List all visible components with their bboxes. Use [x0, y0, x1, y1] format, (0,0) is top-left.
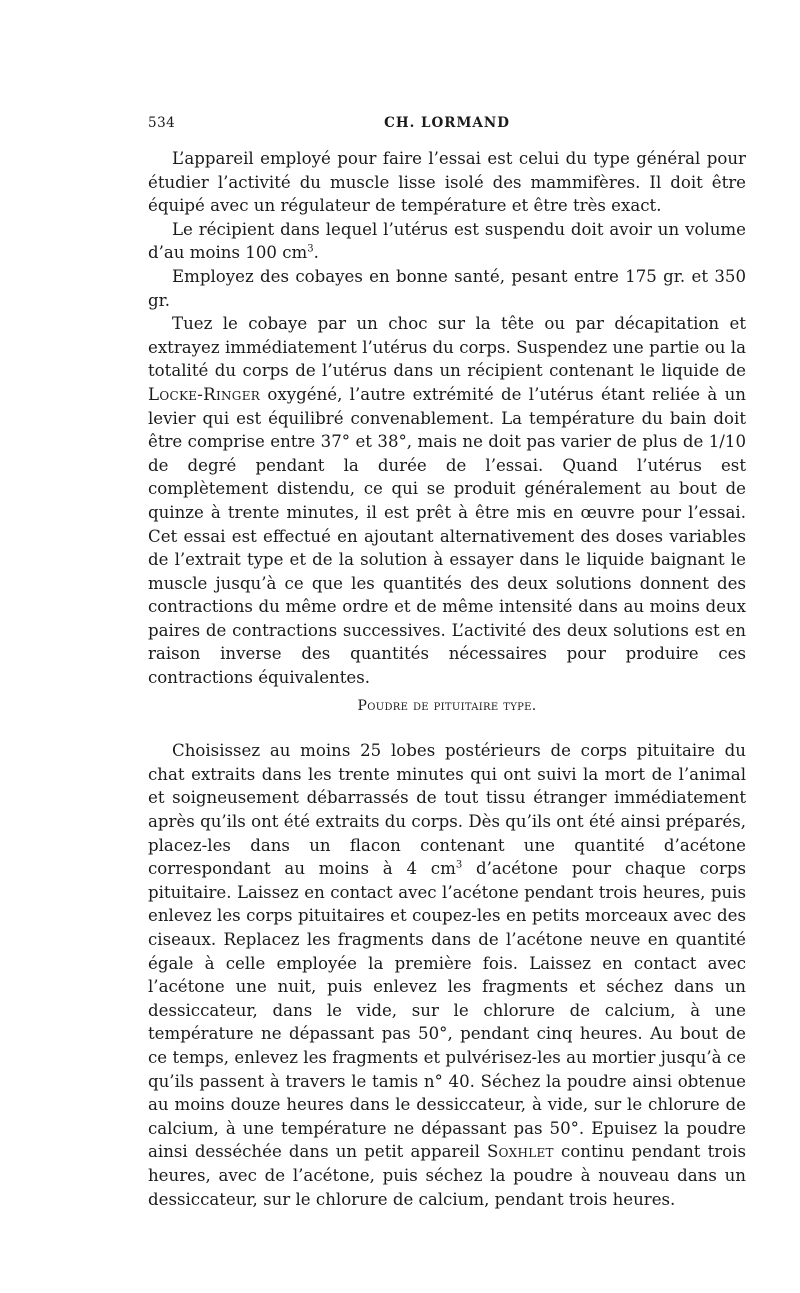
paragraph-apparatus — [148, 147, 746, 218]
paragraph-powder-text-middle: d’acétone pour chaque corps pituitaire. Laissez en contact avec l’acétone pendant trois heures, puis enlevez les corps pituitaires et coupez-les en petits morceaux avec des ciseaux. Replacez les fragments dans de l’acétone neuve en quantité égale à celle employée la première fois. Laissez en contact avec l’acétone une nuit, puis enlevez les fragments et séchez dans un dessiccateur, dans le vide, sur le chlorure de calcium, à une température ne dépassant pas 50°, pendant cinq heures. Au bout de ce temps, enlevez les fragments et pulvérisez-les au mortier jusqu’à ce qu’ils passent à travers le tamis n° 40. Séchez la poudre ainsi obtenue au moins douze heures dans le dessiccateur, à vide, sur le chlorure de calcium, à une température ne dépassant pas 50°. Epuisez la poudre ainsi desséchée dans un petit appareil — [148, 859, 746, 1162]
paragraph-recipient-end: . — [313, 243, 319, 263]
paragraph-guinea-pigs — [148, 265, 746, 312]
paragraph-procedure — [148, 312, 746, 690]
running-head: CH. LORMAND — [384, 115, 510, 131]
paragraph-powder-text-start: Choisissez au moins 25 lobes postérieurs de corps pituitaire du chat extraits dans les trente minutes qui ont suivi la mort de l’animal et soigneusement débarrassés de tout tissu étranger immédiatement après qu’ils ont été extraits du corps. Dès qu’ils ont été ainsi préparés, placez-les dans un flacon contenant une quantité d’acétone correspondant au moins à 4 cm — [148, 741, 746, 879]
paragraph-recipient-text: Le récipient dans lequel l’utérus est suspendu doit avoir un volume d’au moins 100 cm — [148, 219, 746, 263]
superscript-exponent: 3 — [455, 859, 463, 871]
paragraph-guinea-pigs-text: Employez des cobayes en bonne santé, pesant entre 175 gr. et 350 gr. — [148, 266, 746, 310]
paragraph-apparatus-text: L’appareil employé pour faire l’essai est celui du type général pour étudier l’activité du muscle lisse isolé des mammifères. Il doit être équipé avec un régulateur de température et être très exact. — [148, 149, 746, 216]
paragraph-procedure-text-end: oxygéné, l’autre extrémité de l’utérus étant reliée à un levier qui est équilibré convenablement. La température du bain doit être comprise entre 37° et 38°, mais ne doit pas varier de plus de 1/10 de degré pendant la durée de l’essai. Quand l’utérus est complètement distendu, ce qui se produit généralement au bout de quinze à trente minutes, il est prêt à être mis en œuvre pour l’essai. Cet essai est effectué en ajoutant alternativement des doses variables de l’extrait type et de la solution à essayer dans le liquide baignant le muscle jusqu’à ce que les quantités des deux solutions donnent des contractions du même ordre et de même intensité dans au moins deux paires de contractions successives. L’activité des deux solutions est en raison inverse des quantités nécessaires pour produire ces contractions équivalentes. — [148, 384, 746, 688]
page-body — [148, 147, 746, 1211]
section-heading-text: Poudre de pituitaire type. — [357, 697, 537, 714]
paragraph-recipient — [148, 218, 746, 265]
small-caps-name-soxhlet: Soxhlet — [487, 1142, 554, 1162]
section-heading — [148, 690, 746, 740]
superscript-exponent: 3 — [307, 243, 314, 255]
small-caps-name-locke-ringer: Locke-Ringer — [148, 384, 261, 404]
paragraph-powder-text-end: continu pendant trois heures, avec de l’acétone, puis séchez la poudre à nouveau dans un dessiccateur, sur le chlorure de calcium, pendant trois heures. — [148, 1142, 746, 1209]
paragraph-procedure-text-start: Tuez le cobaye par un choc sur la tête ou par décapitation et extrayez immédiatement l’utérus du corps. Suspendez une partie ou la totalité du corps de l’utérus dans un récipient contenant le liquide de — [148, 314, 746, 381]
page-number: 534 — [148, 115, 176, 131]
page-header — [148, 115, 746, 139]
paragraph-powder-preparation — [148, 739, 746, 1211]
